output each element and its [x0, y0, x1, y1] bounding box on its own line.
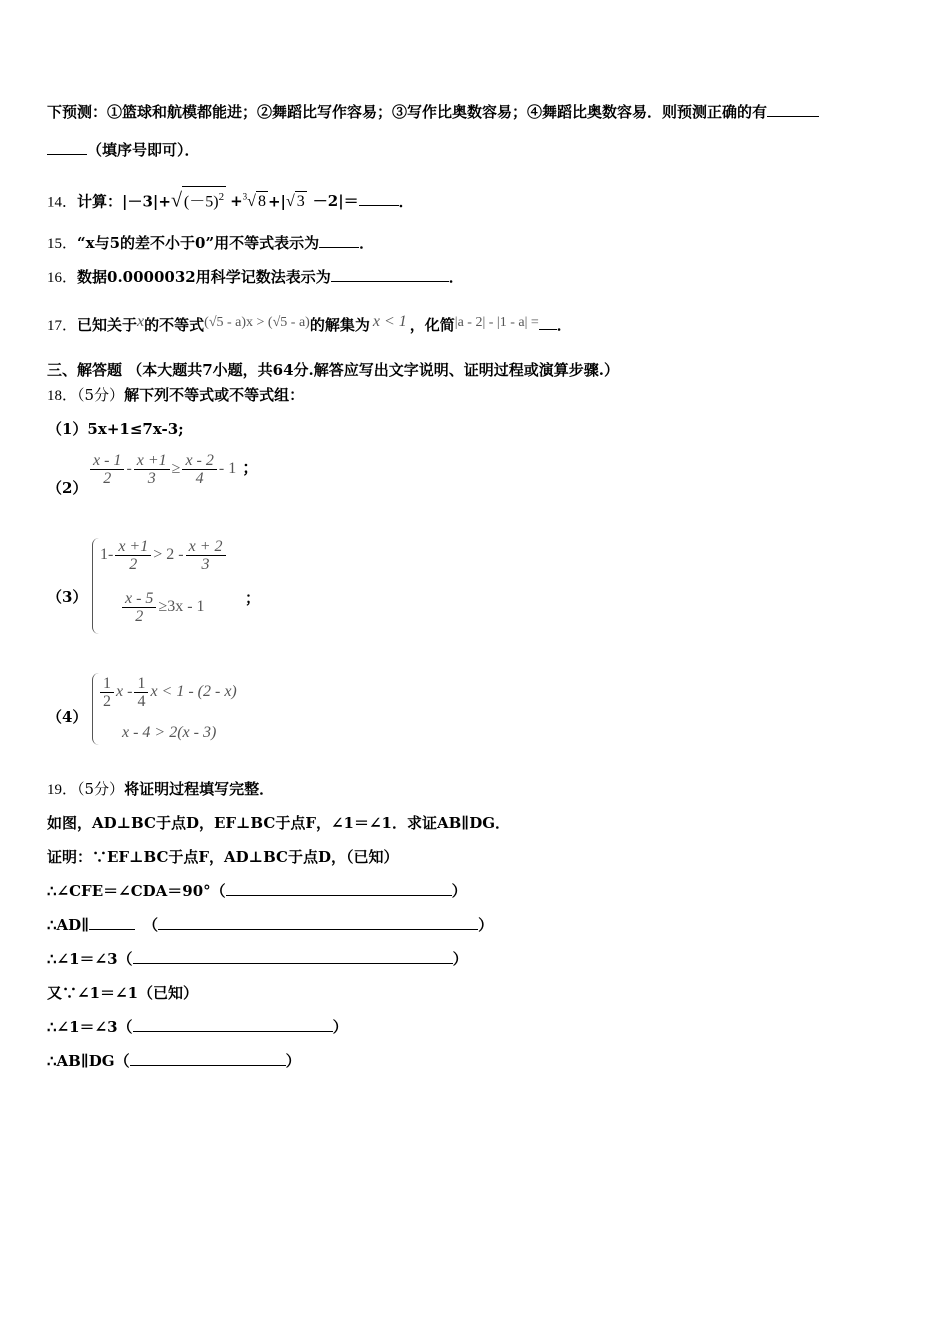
section-title: 三、解答题 （本大题共7小题，共64分.解答应写出文字说明、证明过程或演算步骤.） — [47, 361, 619, 379]
answer-blank[interactable] — [133, 1017, 333, 1032]
q19-step5: ∴∠1＝∠3（ ） — [47, 1018, 348, 1036]
q19-step3: ∴∠1＝∠3（ ） — [47, 950, 468, 968]
answer-blank[interactable] — [319, 233, 359, 248]
q15-line: 15．“x与5的差不小于0”用不等式表示为 ． — [47, 234, 375, 252]
sqrt3-expression: 3 — [296, 193, 305, 211]
q19-step1: ∴∠CFE＝∠CDA＝90°（ ） — [47, 882, 467, 900]
answer-blank[interactable] — [331, 267, 449, 282]
answer-blank[interactable] — [226, 881, 452, 896]
q18-part3-row1: 1- $\frac{x +1}{2}$ > 2 - $\frac{x + 2}{3}$ — [100, 538, 228, 573]
answer-blank[interactable] — [539, 315, 557, 330]
q19-step4: 又∵∠1＝∠1（已知） — [47, 984, 199, 1002]
answer-blank[interactable] — [47, 140, 87, 155]
answer-blank[interactable] — [767, 102, 819, 117]
q19-proof-start: 证明：∵EF⊥BC于点F，AD⊥BC于点D，（已知） — [47, 848, 399, 866]
q18-part1: （1）5x+1≤7x-3; — [47, 420, 184, 438]
q18-part3-end: ； — [245, 589, 261, 607]
q18-header: 18．（5分）解下列不等式或不等式组： — [47, 386, 305, 404]
q18-part3-row2: $\frac{x - 5}{2}$ ≥3x - 1 — [120, 590, 205, 625]
q16-line: 16．数据0.0000032用科学记数法表示为 ． — [47, 268, 464, 286]
q18-part2-label: （2） — [47, 479, 88, 497]
q19-given: 如图，AD⊥BC于点D，EF⊥BC于点F，∠1＝∠1．求证AB∥DG． — [47, 814, 511, 832]
q19-step2: ∴AD∥ （ ） — [47, 916, 494, 934]
q18-part2-expression: $\frac{x - 1}{2}$ - $\frac{x +1}{3}$ ≥ $\frac{x - 2}{4}$ - 1 ； — [88, 452, 258, 487]
q18-part4-row2: x - 4 > 2(x - 3) — [122, 724, 217, 741]
answer-blank[interactable] — [89, 915, 135, 930]
q19-step6: ∴AB∥DG（ ） — [47, 1052, 301, 1070]
q18-part4-row1: $\frac{1}{2}$ x - $\frac{1}{4}$ x < 1 - (2 - x) — [98, 675, 237, 710]
answer-blank[interactable] — [158, 915, 478, 930]
q13-line1: 下预测：①篮球和航模都能进；②舞蹈比写作容易；③写作比奥数容易；④舞蹈比奥数容易．则预测正确的有 — [47, 102, 819, 122]
q17-line: 17．已知关于x的不等式(√5 - a)x > (√5 - a)的解集为 x < 1 ，化简|a - 2| - |1 - a| = ． — [47, 313, 572, 334]
simplify-expression: |a - 2| - |1 - a| = — [454, 315, 539, 330]
q18-part4-label: （4） — [47, 708, 88, 726]
q19-header: 19．（5分）将证明过程填写完整． — [47, 780, 275, 798]
answer-blank[interactable] — [133, 949, 453, 964]
answer-blank[interactable] — [359, 191, 399, 206]
q13-line2: （填序号即可）． — [47, 140, 200, 160]
cuberoot-expression: 8 — [257, 193, 266, 211]
answer-blank[interactable] — [130, 1051, 286, 1066]
q18-part3-label: （3） — [47, 588, 88, 606]
inequality-expression: (√5 - a)x > (√5 - a) — [204, 315, 310, 330]
q14-line: 14．计算：|－3|+√ $(-5)^2 +^3√$ 8 +|√ 3 －2|＝ ． — [47, 186, 414, 212]
sqrt-expression: $(-5)^2$ — [182, 186, 226, 212]
system-brace — [92, 538, 99, 634]
